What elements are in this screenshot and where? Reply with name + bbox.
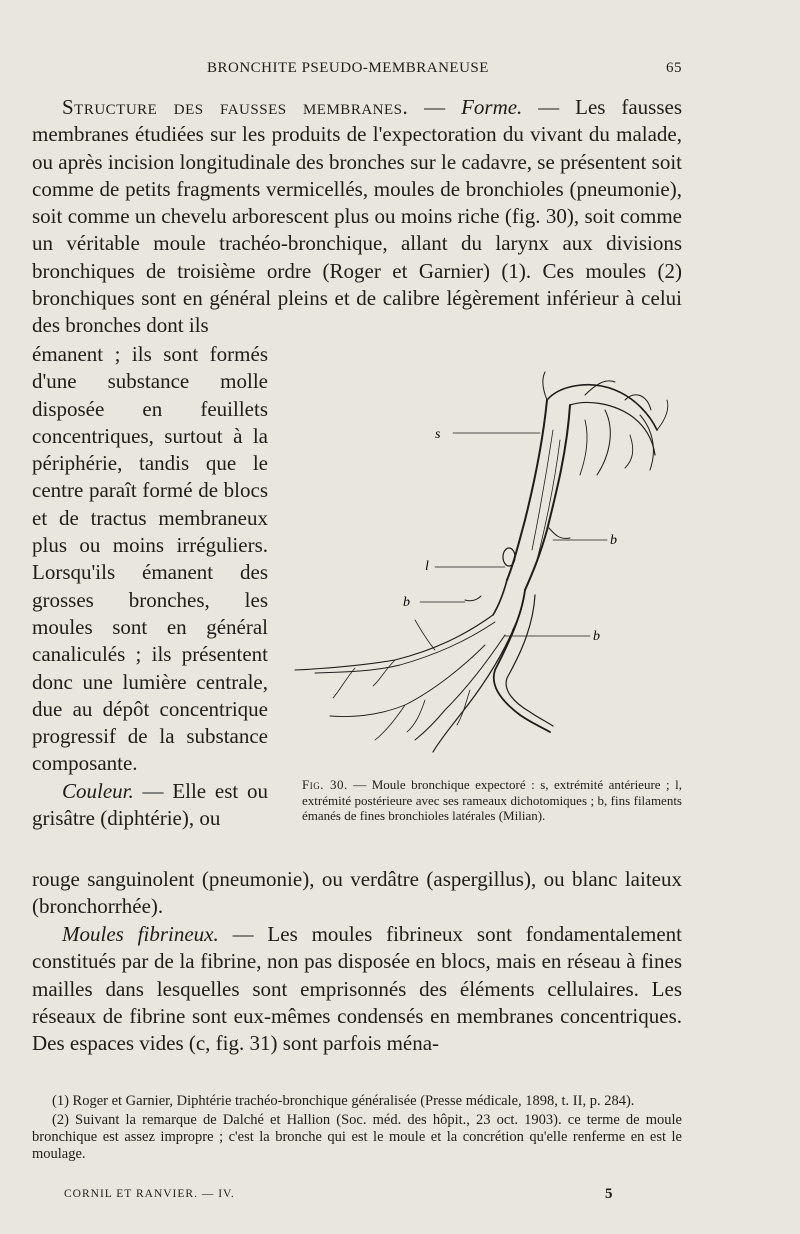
- couleur-line: [32, 778, 268, 833]
- paragraph-moules-fibrineux: [32, 921, 682, 1057]
- figure-label-s: s: [435, 427, 441, 442]
- couleur-dash: —: [133, 778, 173, 803]
- paragraph-couleur-continued: rouge sanguinolent (pneumonie), ou verdâtre (aspergillus), ou blanc laiteux (bronchorrhée).: [32, 867, 682, 919]
- figure-caption: [302, 777, 682, 824]
- left-column-text: [32, 341, 268, 832]
- moules-dash: —: [218, 922, 268, 946]
- footnote-1: (1) Roger et Garnier, Diphtérie trachéo-bronchique généralisée (Presse médicale, 1898, t. II, p. 284).: [52, 1093, 635, 1109]
- printer-signature: CORNIL ET RANVIER. — IV.: [64, 1188, 235, 1200]
- figure-label-l: l: [425, 559, 429, 574]
- figure-bronchial-cast: [285, 360, 685, 770]
- paragraph-structure: [32, 94, 682, 340]
- running-head: [32, 60, 682, 82]
- subheading-dash: —: [522, 95, 576, 119]
- section-heading: Structure des fausses membranes.: [62, 95, 409, 119]
- page-number: 65: [666, 60, 682, 76]
- figure-label-b-left: b: [403, 595, 410, 610]
- bronchial-cast-illustration: [285, 360, 685, 770]
- subheading-forme: Forme.: [461, 95, 523, 119]
- moules-fibrineux-text: Les moules fibrineux sont fondamentalement constitués par de la fibrine, non pas disposée en blocs, mais en réseau à fines mailles dans lesquelles sont emprisonnés des éléments cellulaires. Les réseaux de fibrine sont eux-mêmes condensés en membranes concentriques. Des espaces vides (c, fig. 31) sont parfois ména-: [32, 922, 683, 1056]
- caption-text: Moule bronchique expectoré : s, extrémité antérieure ; l, extrémité postérieure avec ses rameaux dichotomiques ; b, fins filaments émanés de fines bronchioles latérales (Milian).: [302, 777, 682, 823]
- heading-dash: —: [408, 95, 462, 119]
- footnotes: [32, 1093, 682, 1165]
- caption-dash: —: [347, 777, 372, 792]
- signature-sheet-number: 5: [605, 1186, 613, 1202]
- moules-fibrineux-label: Moules fibrineux.: [62, 922, 219, 946]
- figure-label-b-bottom: b: [593, 629, 600, 644]
- paragraph-structure-text: Les fausses membranes étudiées sur les produits de l'expectoration du vivant du malade, ou après incision longitudinale des bronches sur le cadavre, se présentent soit comme de petits fragments vermicellés, moules de bronchioles (pneumonie), soit comme un chevelu arborescent plus ou moins riche (fig. 30), soit comme un véritable moule trachéo-bronchique, allant du larynx aux divisions bronchiques de troisième ordre (Roger et Garnier) (1). Ces moules (2) bronchiques sont en général pleins et de calibre légèrement inférieur à celui des bronches dont ils: [32, 95, 682, 338]
- footnote-2: (2) Suivant la remarque de Dalché et Hallion (Soc. méd. des hôpit., 23 oct. 1903). ce terme de moule bronchique est assez impropre ; c'est la bronche qui est le moule et la concrétion qu'elle renferme en est le moulage.: [32, 1112, 682, 1162]
- couleur-label: Couleur.: [62, 778, 134, 803]
- column-text-part1: émanent ; ils sont formés d'une substance molle disposée en feuillets concentriques, surtout à la périphérie, tandis que le centre paraît formé de blocs et de tractus membraneux plus ou moins irréguliers. Lorsqu'ils émanent des grosses bronches, les moules sont en général canaliculés ; ils présentent donc une lumière centrale, due au dépôt concentrique progressif de la substance composante.: [32, 342, 268, 776]
- running-head-title: BRONCHITE PSEUDO-MEMBRANEUSE: [207, 60, 489, 76]
- figure-label-b-top: b: [610, 533, 617, 548]
- caption-fig-number: Fig. 30.: [302, 777, 348, 792]
- column-text-part2: Elle est ou grisâtre (diphtérie), ou: [32, 778, 268, 831]
